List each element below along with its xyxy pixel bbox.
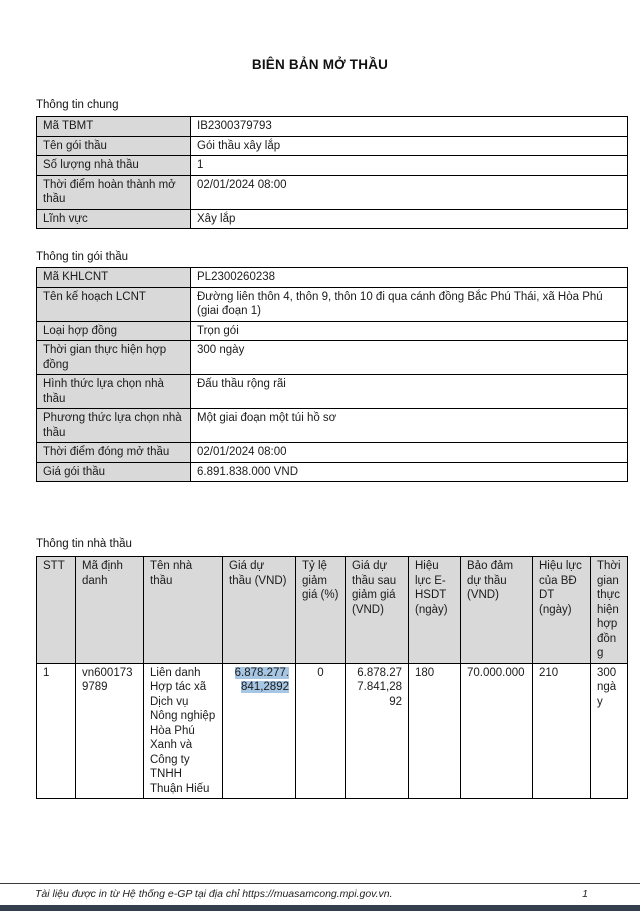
- contractor-data-row: [37, 663, 628, 799]
- table-row: [37, 409, 628, 443]
- contractor-header-row: [37, 557, 628, 664]
- column-header-stt: STT: [37, 557, 76, 664]
- column-header-gia-sau-giam-gia: Giá dự thầu sau giảm giá (VND): [346, 557, 409, 664]
- row-label: Phương thức lựa chọn nhà thầu: [37, 409, 191, 443]
- footer-divider: [0, 883, 640, 884]
- cell-ty-le-giam-gia: 0: [296, 663, 346, 799]
- table-row: [37, 136, 628, 156]
- page-number: 1: [582, 888, 588, 900]
- table-row: [37, 375, 628, 409]
- column-header-bao-dam-du-thau: Bảo đảm dự thầu (VND): [461, 557, 533, 664]
- row-label: Lĩnh vực: [37, 209, 191, 229]
- section-heading-contractor-info: Thông tin nhà thầu: [36, 538, 132, 550]
- selected-text: 6.878.277.841,2892: [234, 666, 289, 693]
- column-header-hieu-luc-ehsdt: Hiệu lực E-HSDT (ngày): [409, 557, 461, 664]
- table-row: [37, 268, 628, 288]
- row-value: PL2300260238: [191, 268, 628, 288]
- section-heading-package-info: Thông tin gói thầu: [36, 251, 129, 263]
- column-header-thoi-gian-thuc-hien: Thời gian thực hiện hợp đồng: [591, 557, 628, 664]
- table-row: [37, 175, 628, 209]
- table-row: [37, 341, 628, 375]
- row-value: 02/01/2024 08:00: [191, 443, 628, 463]
- cell-gia-sau-giam-gia: 6.878.277.841,2892: [346, 663, 409, 799]
- row-label: Thời điểm hoàn thành mở thầu: [37, 175, 191, 209]
- column-header-gia-du-thau: Giá dự thầu (VND): [223, 557, 296, 664]
- row-label: Mã TBMT: [37, 117, 191, 137]
- row-value: Đấu thầu rộng rãi: [191, 375, 628, 409]
- column-header-hieu-luc-bddt: Hiệu lực của BĐ DT (ngày): [533, 557, 591, 664]
- row-value: Xây lắp: [191, 209, 628, 229]
- row-value: 300 ngày: [191, 341, 628, 375]
- row-value: 02/01/2024 08:00: [191, 175, 628, 209]
- row-label: Mã KHLCNT: [37, 268, 191, 288]
- section-heading-general-info: Thông tin chung: [36, 99, 119, 111]
- table-row: [37, 321, 628, 341]
- cell-gia-du-thau: [223, 663, 296, 799]
- cell-ma-dinh-danh: vn6001739789: [76, 663, 144, 799]
- cell-ten-nha-thau: Liên danh Hợp tác xã Dịch vụ Nông nghiệp Hòa Phú Xanh và Công ty TNHH Thuận Hiếu: [144, 663, 223, 799]
- row-label: Hình thức lựa chọn nhà thầu: [37, 375, 191, 409]
- cell-hieu-luc-bddt: 210: [533, 663, 591, 799]
- contractor-table: [36, 556, 628, 799]
- row-value: Trọn gói: [191, 321, 628, 341]
- row-label: Tên kế hoạch LCNT: [37, 287, 191, 321]
- row-label: Thời điểm đóng mở thầu: [37, 443, 191, 463]
- footer-note: Tài liệu được in từ Hệ thống e-GP tại địa chỉ https://muasamcong.mpi.gov.vn.: [35, 888, 393, 900]
- cell-thoi-gian-thuc-hien: 300 ngày: [591, 663, 628, 799]
- column-header-ty-le-giam-gia: Tỷ lệ giảm giá (%): [296, 557, 346, 664]
- row-label: Giá gói thầu: [37, 462, 191, 482]
- row-label: Thời gian thực hiện hợp đồng: [37, 341, 191, 375]
- table-row: [37, 117, 628, 137]
- table-row: [37, 443, 628, 463]
- column-header-ma-dinh-danh: Mã định danh: [76, 557, 144, 664]
- row-value: Một giai đoạn một túi hồ sơ: [191, 409, 628, 443]
- row-label: Loại hợp đồng: [37, 321, 191, 341]
- table-row: [37, 209, 628, 229]
- row-label: Số lượng nhà thầu: [37, 156, 191, 176]
- table-row: [37, 156, 628, 176]
- package-info-table: [36, 267, 628, 482]
- table-row: [37, 462, 628, 482]
- cell-hieu-luc-ehsdt: 180: [409, 663, 461, 799]
- row-value: IB2300379793: [191, 117, 628, 137]
- page-title: BIÊN BẢN MỞ THẦU: [251, 57, 389, 72]
- column-header-ten-nha-thau: Tên nhà thầu: [144, 557, 223, 664]
- row-value: 1: [191, 156, 628, 176]
- row-label: Tên gói thầu: [37, 136, 191, 156]
- cell-stt: 1: [37, 663, 76, 799]
- window-bottom-bar: [0, 905, 640, 911]
- table-row: [37, 287, 628, 321]
- row-value: Gói thầu xây lắp: [191, 136, 628, 156]
- cell-bao-dam-du-thau: 70.000.000: [461, 663, 533, 799]
- row-value: Đường liên thôn 4, thôn 9, thôn 10 đi qua cánh đồng Bắc Phú Thái, xã Hòa Phú (giai đoạn 1): [191, 287, 628, 321]
- general-info-table: [36, 116, 628, 229]
- row-value: 6.891.838.000 VND: [191, 462, 628, 482]
